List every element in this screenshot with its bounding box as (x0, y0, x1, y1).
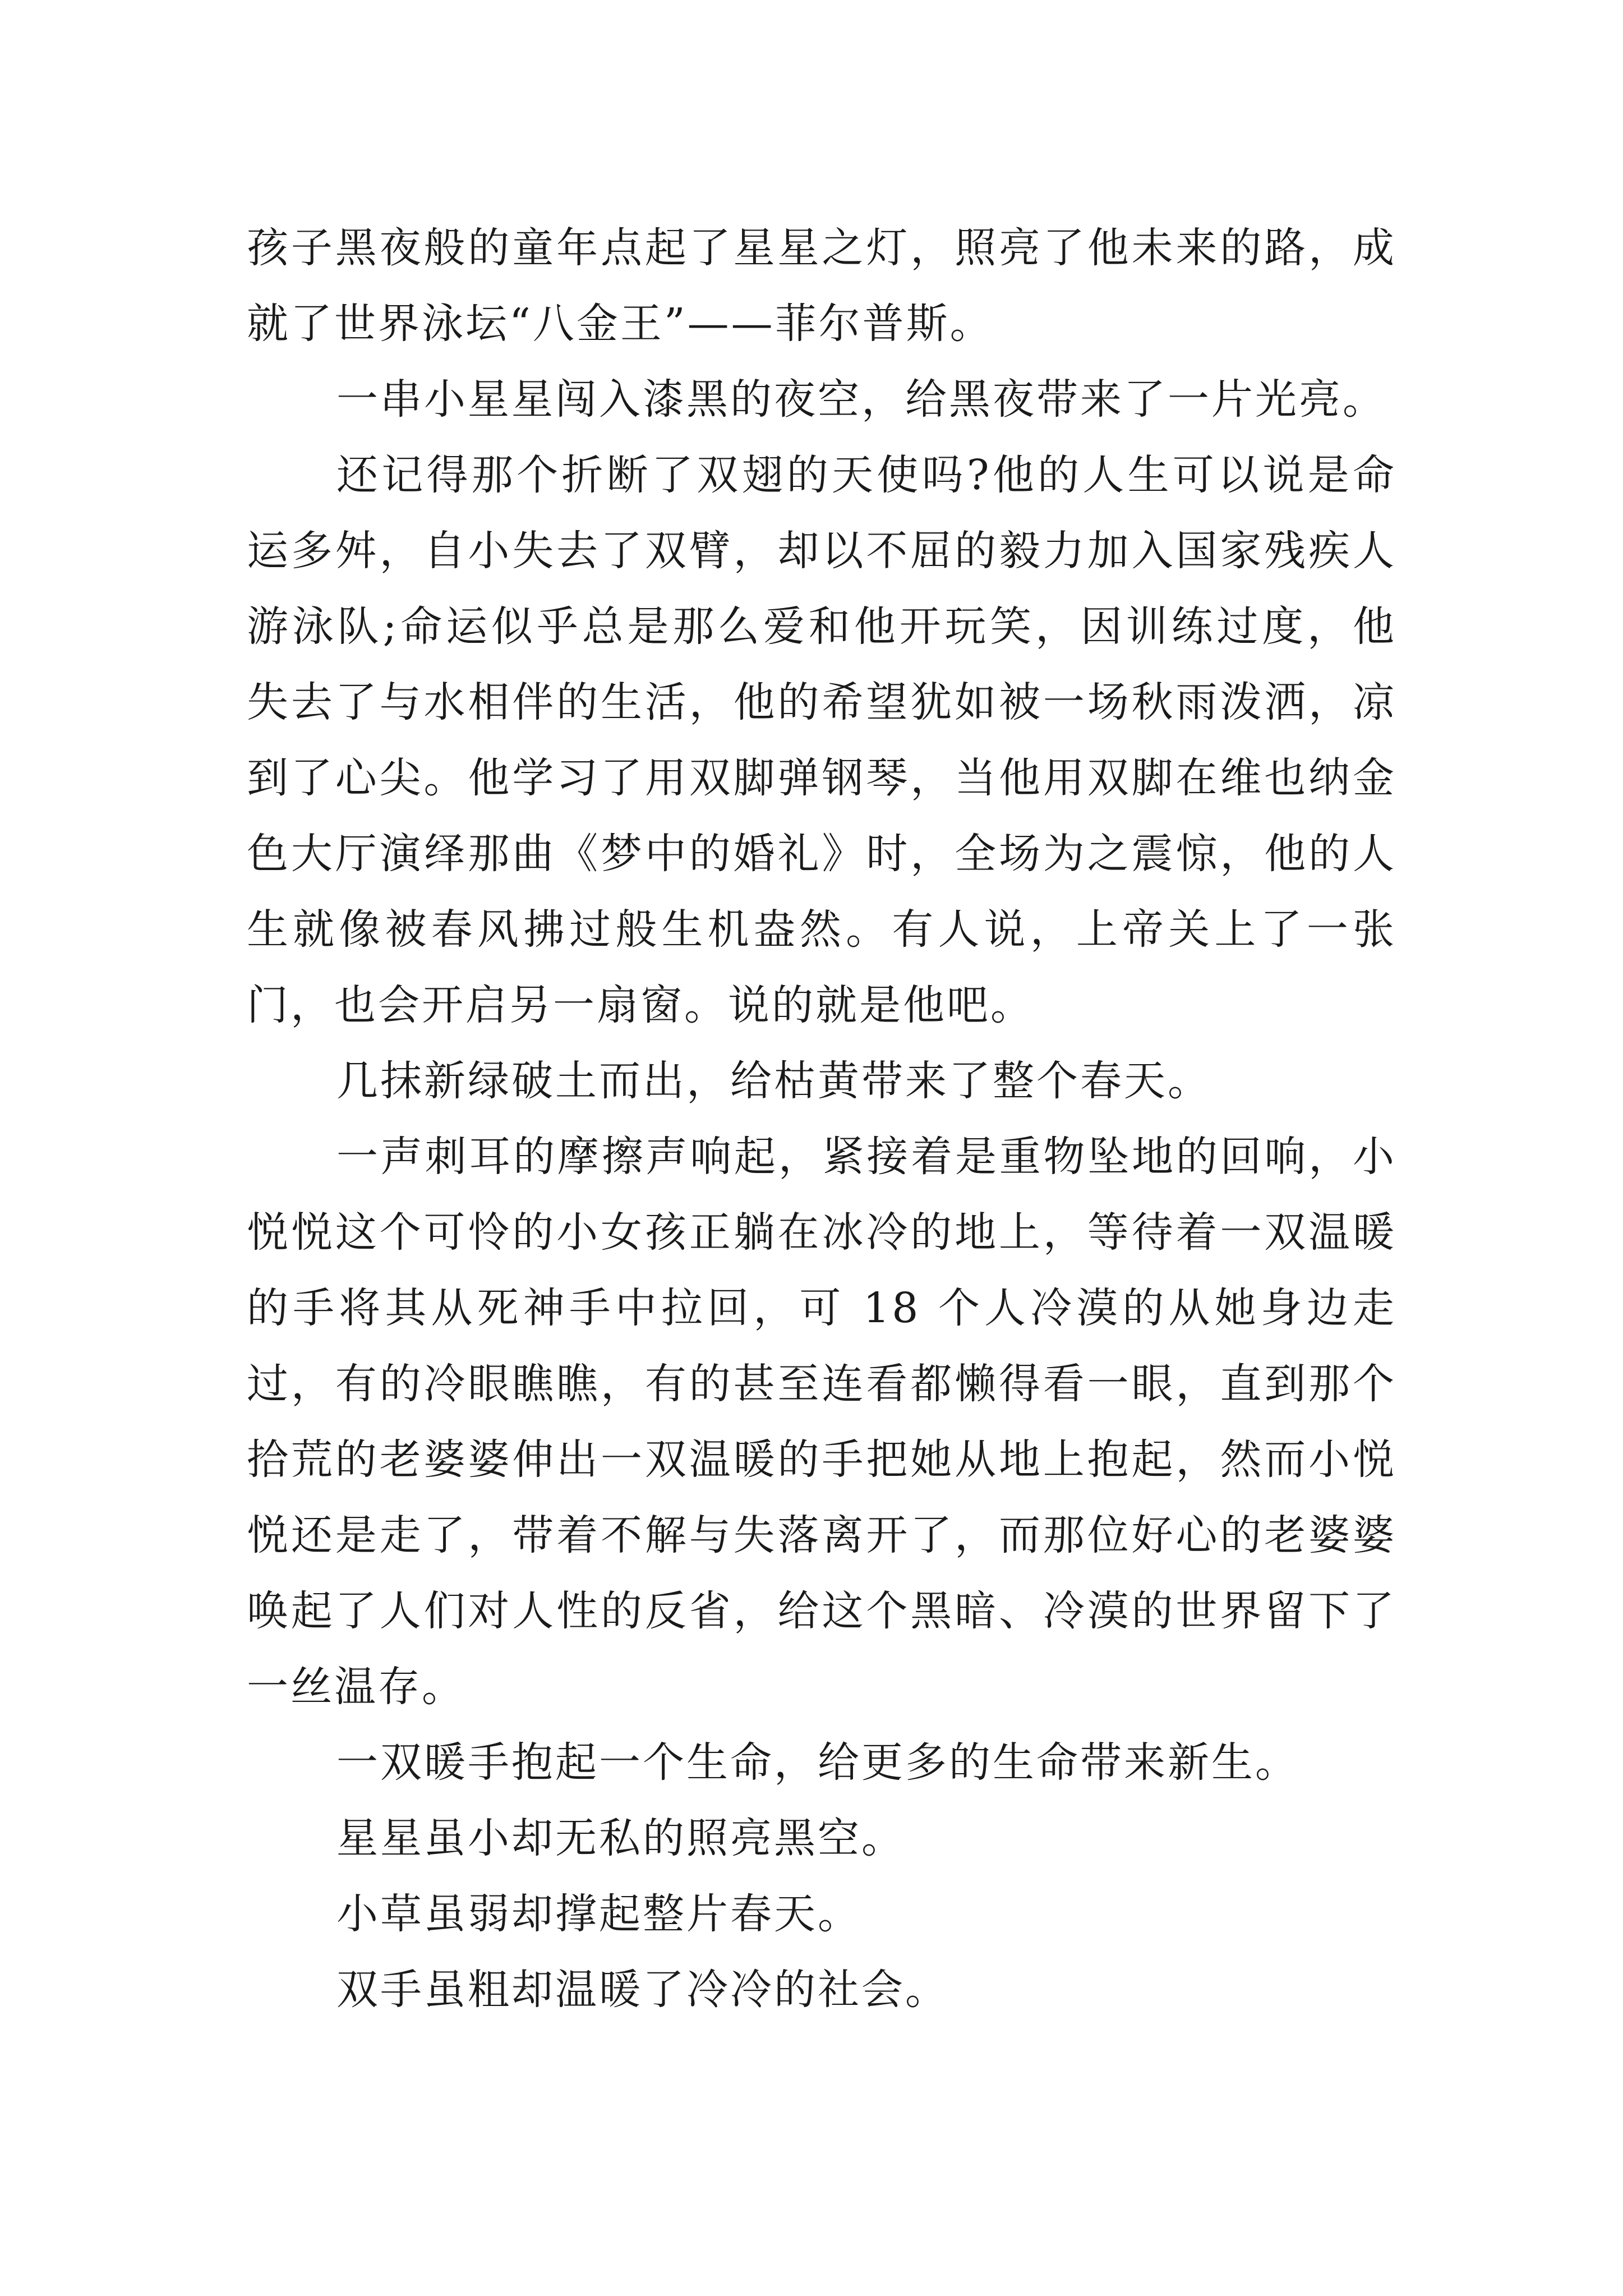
paragraph-stars-small: 星星虽小却无私的照亮黑空。 (336, 1814, 905, 1862)
paragraph-xiao-yueyue: 一声刺耳的摩擦声响起，紧接着是重物坠地的回响，小悦悦这个可怜的小女孩正躺在冰冷的地上，等待着一双温暖的手将其从死神手中拉回，可 18 个人冷漠的从她身边走过，有的冷眼瞧瞧，有的甚至连看都懒得看一眼，直到那个拾荒的老婆婆伸出一双温暖的手把她从地上抱起，然而小悦悦还是走了，带着不解与失落离开了，而那位好心的老婆婆唤起了人们对人性的反省，给这个黑暗、冷漠的世界留下了一丝温存。 (247, 1133, 1396, 1711)
body-text (247, 210, 1396, 2028)
paragraph-new-green: 几抹新绿破土而出，给枯黄带来了整个春天。 (336, 1057, 1211, 1105)
paragraph-grass-weak: 小草虽弱却撑起整片春天。 (336, 1890, 861, 1938)
paragraph-hands-rough: 双手虽粗却温暖了冷冷的社会。 (336, 1966, 949, 2014)
paragraph-warm-hands: 一双暖手抱起一个生命，给更多的生命带来新生。 (336, 1738, 1299, 1787)
paragraph-phelps-ending: 孩子黑夜般的童年点起了星星之灯，照亮了他未来的路，成就了世界泳坛“八金王”——菲尔普斯。 (247, 224, 1396, 348)
paragraph-stars-night: 一串小星星闯入漆黑的夜空，给黑夜带来了一片光亮。 (336, 375, 1386, 424)
paragraph-armless-pianist: 还记得那个折断了双翅的天使吗?他的人生可以说是命运多舛，自小失去了双臂，却以不屈的毅力加入国家残疾人游泳队;命运似乎总是那么爱和他开玩笑，因训练过度，他失去了与水相伴的生活，他的希望犹如被一场秋雨泼洒，凉到了心尖。他学习了用双脚弹钢琴，当他用双脚在维也纳金色大厅演绎那曲《梦中的婚礼》时，全场为之震惊，他的人生就像被春风拂过般生机盎然。有人说，上帝关上了一张门，也会开启另一扇窗。说的就是他吧。 (247, 451, 1396, 1029)
